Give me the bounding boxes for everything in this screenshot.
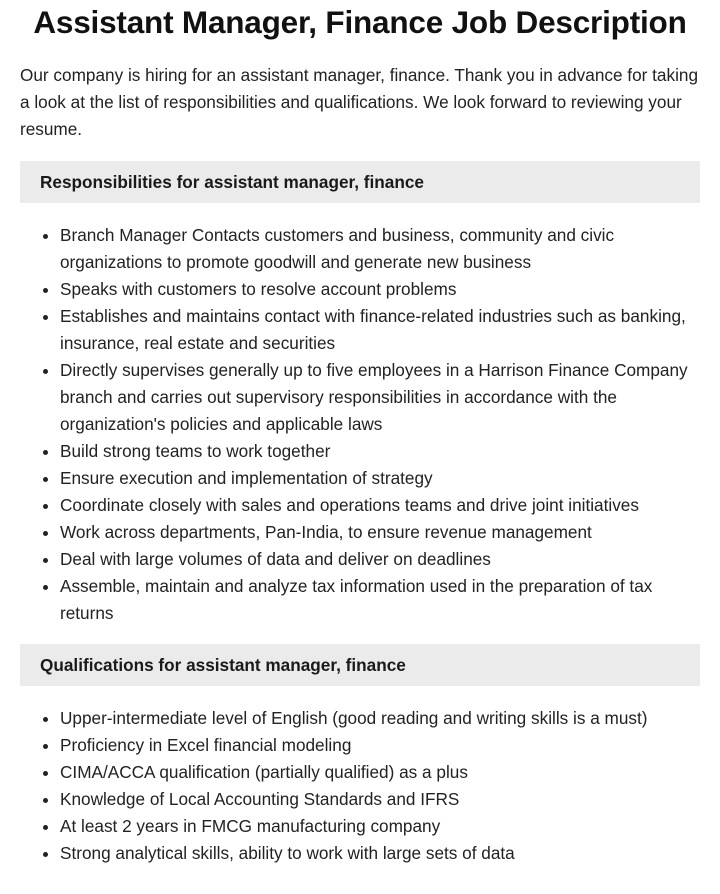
list-item: • CIMA/ACCA qualification (partially qualified) as a plus <box>60 759 700 786</box>
qualifications-list <box>20 705 700 867</box>
list-item: • Proficiency in Excel financial modeling <box>60 732 700 759</box>
responsibilities-heading: Responsibilities for assistant manager, finance <box>20 161 700 203</box>
list-item: • Strong analytical skills, ability to work with large sets of data <box>60 840 700 867</box>
list-item: • Speaks with customers to resolve account problems <box>60 276 700 303</box>
page-title: Assistant Manager, Finance Job Description <box>33 4 687 40</box>
intro-paragraph: Our company is hiring for an assistant manager, finance. Thank you in advance for taking a look at the list of responsibilities and qualifications. We look forward to reviewing your resume. <box>20 65 699 139</box>
list-item: • Ensure execution and implementation of strategy <box>60 465 700 492</box>
list-item: • Build strong teams to work together <box>60 438 700 465</box>
list-item: • Deal with large volumes of data and deliver on deadlines <box>60 546 700 573</box>
list-item: • Assemble, maintain and analyze tax information used in the preparation of tax returns <box>60 573 700 627</box>
list-item: • Upper-intermediate level of English (good reading and writing skills is a must) <box>60 705 700 732</box>
list-item: • At least 2 years in FMCG manufacturing company <box>60 813 700 840</box>
list-item: • Knowledge of Local Accounting Standards and IFRS <box>60 786 700 813</box>
list-item: • Work across departments, Pan-India, to ensure revenue management <box>60 519 700 546</box>
list-item: • Directly supervises generally up to five employees in a Harrison Finance Company branch and carries out supervisory responsibilities in accordance with the organization's policies and applicable laws <box>60 357 700 438</box>
qualifications-heading: Qualifications for assistant manager, finance <box>20 644 700 686</box>
list-item: • Coordinate closely with sales and operations teams and drive joint initiatives <box>60 492 700 519</box>
list-item: • Establishes and maintains contact with finance-related industries such as banking, insurance, real estate and securities <box>60 303 700 357</box>
list-item: • Branch Manager Contacts customers and business, community and civic organizations to promote goodwill and generate new business <box>60 222 700 276</box>
responsibilities-list <box>20 222 700 627</box>
